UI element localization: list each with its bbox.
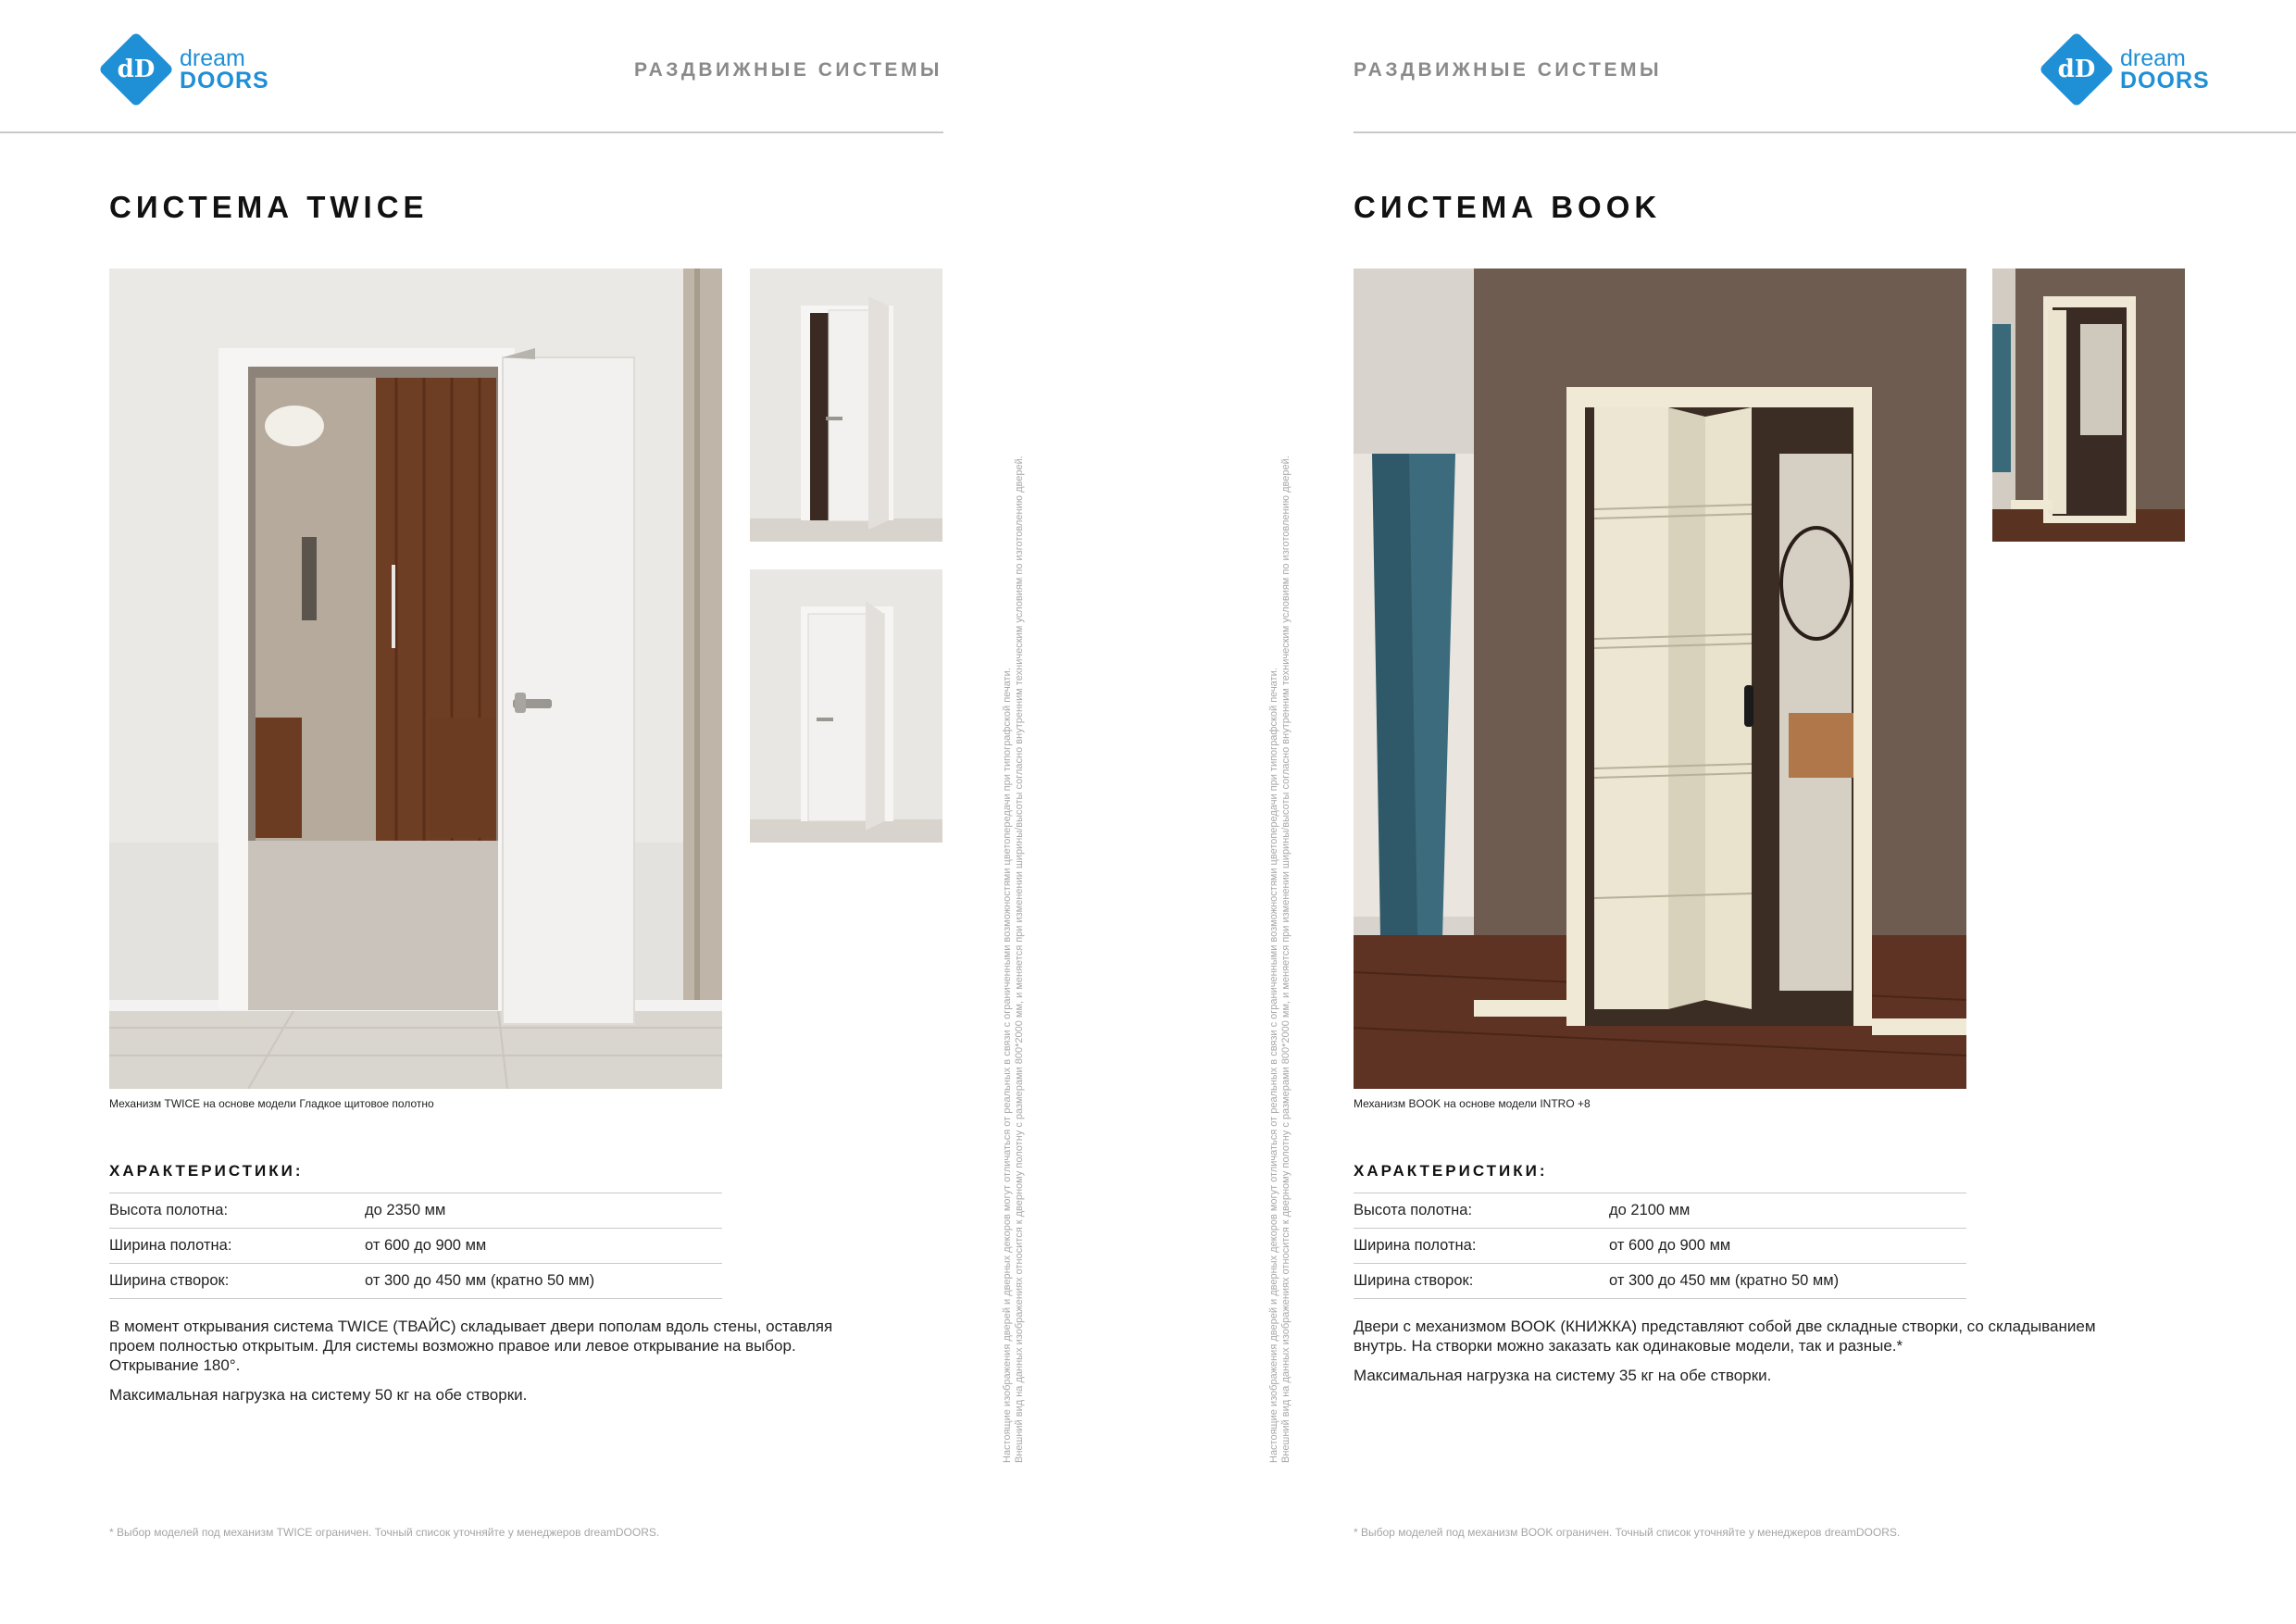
description <box>109 1317 850 1415</box>
spec-value: от 300 до 450 мм (кратно 50 мм) <box>365 1272 595 1289</box>
page-title: СИСТЕМА BOOK <box>1354 190 1662 224</box>
right-page <box>1148 0 2296 1624</box>
spec-row <box>109 1263 722 1299</box>
description-paragraph: Максимальная нагрузка на систему 50 кг на обе створки. <box>109 1386 528 1404</box>
spec-row <box>1354 1263 1966 1299</box>
book-thumb <box>1992 269 2185 542</box>
disclaimer-vertical <box>1268 444 1294 1463</box>
twice-thumb-open <box>750 269 942 542</box>
spec-row <box>109 1228 722 1263</box>
logo-mark-icon: dD <box>2039 31 2115 107</box>
spec-label: Ширина створок: <box>109 1272 230 1289</box>
logo-mark-icon: dD <box>98 31 174 107</box>
specs-heading: ХАРАКТЕРИСТИКИ: <box>109 1162 304 1180</box>
spec-row <box>1354 1193 1966 1228</box>
specs-table <box>109 1193 722 1299</box>
logo-word-dream: dream <box>2120 45 2186 71</box>
photo-caption: Механизм BOOK на основе модели INTRO +8 <box>1354 1097 1591 1110</box>
disclaimer-line: Настоящие изображения дверей и дверных декоров могут отличаться от реальных в связи с ограниченными возможностями цветопередачи при типографской печати. <box>1002 668 1013 1463</box>
description <box>1354 1317 2122 1395</box>
logo-word-doors: DOORS <box>180 68 269 94</box>
spec-label: Ширина полотна: <box>1354 1237 1477 1254</box>
logo-word-doors: DOORS <box>2120 68 2210 94</box>
spec-value: от 600 до 900 мм <box>1609 1237 1731 1254</box>
book-main-photo <box>1354 269 1966 1089</box>
spec-label: Высота полотна: <box>1354 1202 1473 1218</box>
spec-value: до 2100 мм <box>1609 1202 1691 1218</box>
description-paragraph: Двери с механизмом BOOK (КНИЖКА) представляют собой две складные створки, со складыванием внутрь. На створки можно заказать как одинаковые модели, так и разные.* <box>1354 1318 2096 1355</box>
description-paragraph: Максимальная нагрузка на систему 35 кг на обе створки. <box>1354 1367 1772 1384</box>
spec-label: Ширина створок: <box>1354 1272 1474 1289</box>
logo-word-dream: dream <box>180 45 245 71</box>
footnote: * Выбор моделей под механизм TWICE ограничен. Точный список уточняйте у менеджеров dreamDOORS. <box>109 1526 660 1539</box>
section-heading: РАЗДВИЖНЫЕ СИСТЕМЫ <box>633 59 942 81</box>
dreamdoors-logo[interactable] <box>2050 43 2210 96</box>
page-title: СИСТЕМА TWICE <box>109 190 429 224</box>
disclaimer-line: Внешний вид на данных изображениях относится к дверному полотну с размерами 800*2000 мм, и меняется при изменении ширины/высоты согласно внутренним техническим условиям по изготовлению дверей. <box>1280 456 1292 1463</box>
disclaimer-vertical <box>1002 444 1028 1463</box>
header-divider <box>0 131 943 133</box>
dreamdoors-logo[interactable] <box>109 43 269 96</box>
footnote: * Выбор моделей под механизм BOOK ограничен. Точный список уточняйте у менеджеров dreamDOORS. <box>1354 1526 1901 1539</box>
specs-heading: ХАРАКТЕРИСТИКИ: <box>1354 1162 1548 1180</box>
spec-value: от 600 до 900 мм <box>365 1237 487 1254</box>
spec-value: от 300 до 450 мм (кратно 50 мм) <box>1609 1272 1840 1289</box>
section-heading: РАЗДВИЖНЫЕ СИСТЕМЫ <box>1354 59 1663 81</box>
spec-label: Ширина полотна: <box>109 1237 232 1254</box>
header-divider <box>1354 131 2296 133</box>
spec-label: Высота полотна: <box>109 1202 229 1218</box>
description-paragraph: В момент открывания система TWICE (ТВАЙС) складывает двери пополам вдоль стены, оставляя проем полностью открытым. Для системы возможно правое или левое открывание на выбор. Открывание 180°. <box>109 1318 833 1374</box>
disclaimer-line: Настоящие изображения дверей и дверных декоров могут отличаться от реальных в связи с ограниченными возможностями цветопередачи при типографской печати. <box>1268 668 1279 1463</box>
photo-caption: Механизм TWICE на основе модели Гладкое щитовое полотно <box>109 1097 434 1110</box>
spec-row <box>109 1193 722 1228</box>
twice-main-photo <box>109 269 722 1089</box>
specs-table <box>1354 1193 1966 1299</box>
twice-thumb-closed <box>750 569 942 843</box>
spec-row <box>1354 1228 1966 1263</box>
spec-value: до 2350 мм <box>365 1202 446 1218</box>
disclaimer-line: Внешний вид на данных изображениях относится к дверному полотну с размерами 800*2000 мм, и меняется при изменении ширины/высоты согласно внутренним техническим условиям по изготовлению дверей. <box>1014 456 1025 1463</box>
